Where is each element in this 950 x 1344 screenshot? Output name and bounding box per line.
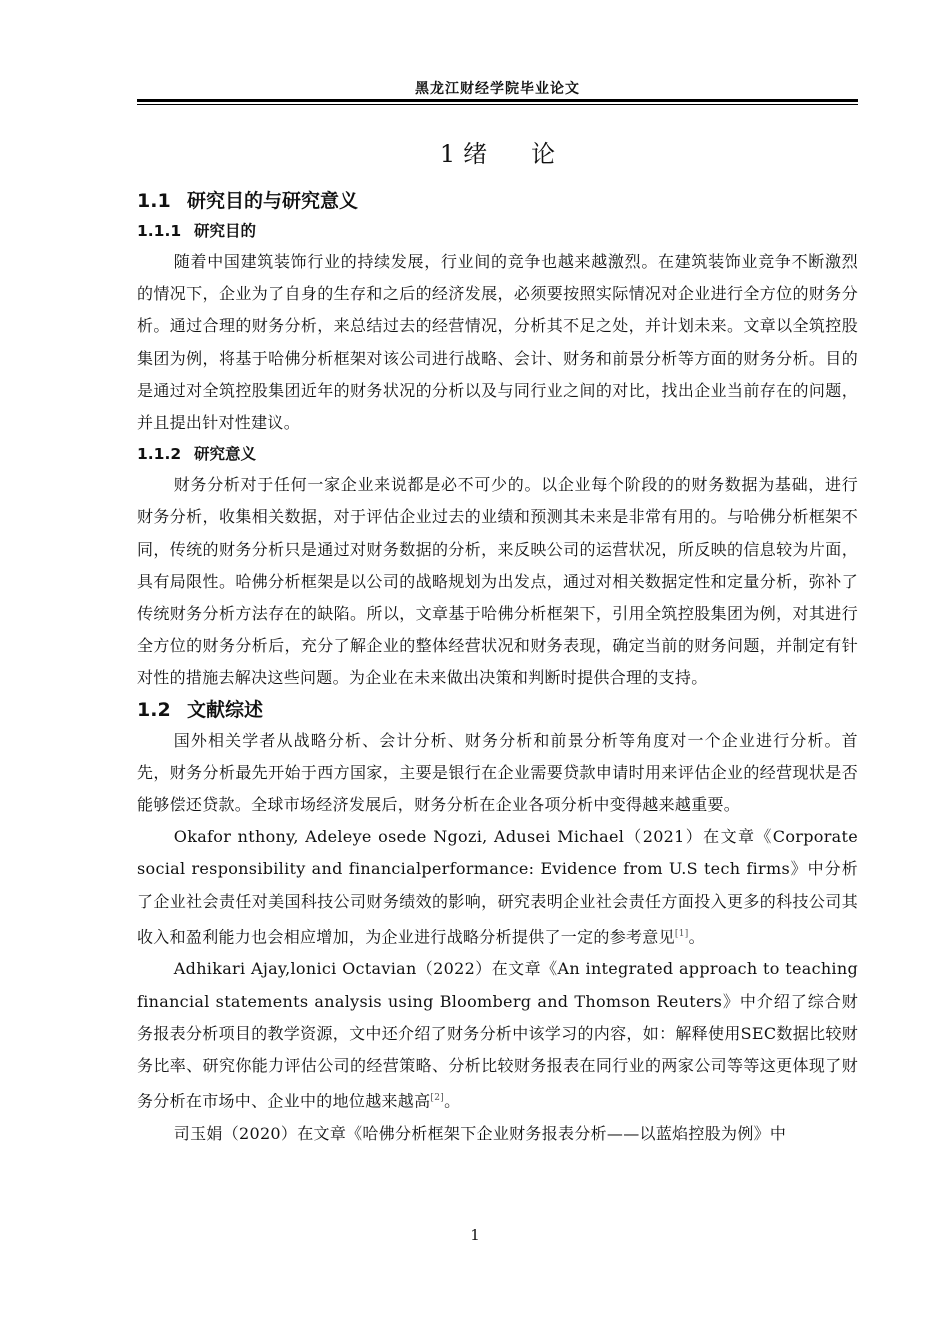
chapter-title bbox=[137, 134, 858, 169]
section-heading-1-1: 1.1 研究目的与研究意义 bbox=[137, 190, 359, 212]
paragraph-research-significance: 财务分析对于任何一家企业来说都是必不可少的。以企业每个阶段的的财务数据为基础，进行财务分析，收集相关数据，对于评估企业过去的业绩和预测其未来是非常有用的。与哈佛分析框架不同，传统的财务分析只是通过对财务数据的分析，来反映公司的运营状况，所反映的信息较为片面，具有局限性。哈佛分析框架是以公司的战略规划为出发点，通过对相关数据定性和定量分析，弥补了传统财务分析方法存在的缺陷。所以，文章基于哈佛分析框架下，引用全筑控股集团为例，对其进行全方位的财务分析后，充分了解企业的整体经营状况和财务表现，确定当前的财务问题，并制定有针对性的措施去解决这些问题。为企业在未来做出决策和判断时提供合理的支持。 bbox=[137, 475, 858, 688]
citation-ref-2: [2] bbox=[430, 1093, 445, 1104]
paragraph-literature-okafor: Okafor nthony, Adeleye osede Ngozi, Adusei Michael（2021）在文章《Corporate social responsibility and financialperformance: Evidence from U.S tech firms》中分析了企业社会责任对美国科技公司财务绩效的影响，研究表明企业社会责任方面投入更多的科技公司其收入和盈利能力也会相应增加，为企业进行战略分析提供了一定的参考意见[1]。 bbox=[137, 827, 858, 947]
paragraph-literature-adhikari: Adhikari Ajay,lonici Octavian（2022）在文章《An integrated approach to teaching financial statements analysis using Bloomberg and Thomson Reuters》中介绍了综合财务报表分析项目的教学资源，文中还介绍了财务分析中该学习的内容，如：解释使用SEC数据比较财务比率、研究你能力评估公司的经营策略、分析比较财务报表在同行业的两家公司等等这更体现了财务分析在市场中、企业中的地位越来越高[2]。 bbox=[137, 959, 858, 1111]
chapter-number: 1 bbox=[439, 140, 456, 168]
chapter-title-part-b: 论 bbox=[531, 140, 556, 168]
citation-ref-1: [1] bbox=[674, 928, 689, 939]
section-heading-1-1-2: 1.1.2 研究意义 bbox=[137, 445, 257, 464]
section-heading-1-1-1: 1.1.1 研究目的 bbox=[137, 222, 257, 240]
paragraph-research-purpose: 随着中国建筑装饰行业的持续发展，行业间的竞争也越来越激烈。在建筑装饰业竞争不断激烈的情况下，企业为了自身的生存和之后的经济发展，必须要按照实际情况对企业进行全方位的财务分析。通过合理的财务分析，来总结过去的经营情况，分析其不足之处，并计划未来。文章以全筑控股集团为例，将基于哈佛分析框架对该公司进行战略、会计、财务和前景分析等方面的财务分析。目的是通过对全筑控股集团近年的财务状况的分析以及与同行业之间的对比，找出企业当前存在的问题，并且提出针对性建议。 bbox=[137, 252, 858, 433]
body-content bbox=[137, 186, 858, 1150]
paragraph-literature-si: 司玉娟（2020）在文章《哈佛分析框架下企业财务报表分析——以蓝焰控股为例》中 bbox=[173, 1123, 787, 1143]
header-rule-thick bbox=[137, 99, 858, 102]
running-header: 黑龙江财经学院毕业论文 bbox=[415, 81, 580, 97]
chapter-title-part-a: 绪 bbox=[463, 140, 488, 168]
header-rule-thin bbox=[137, 104, 858, 105]
section-heading-1-2: 1.2 文献综述 bbox=[137, 698, 264, 721]
paragraph-literature-overview: 国外相关学者从战略分析、会计分析、财务分析和前景分析等角度对一个企业进行分析。首先，财务分析最先开始于西方国家，主要是银行在企业需要贷款申请时用来评估企业的经营现状是否能够偿还贷款。全球市场经济发展后，财务分析在企业各项分析中变得越来越重要。 bbox=[137, 730, 858, 815]
page-number: 1 bbox=[470, 1226, 480, 1244]
